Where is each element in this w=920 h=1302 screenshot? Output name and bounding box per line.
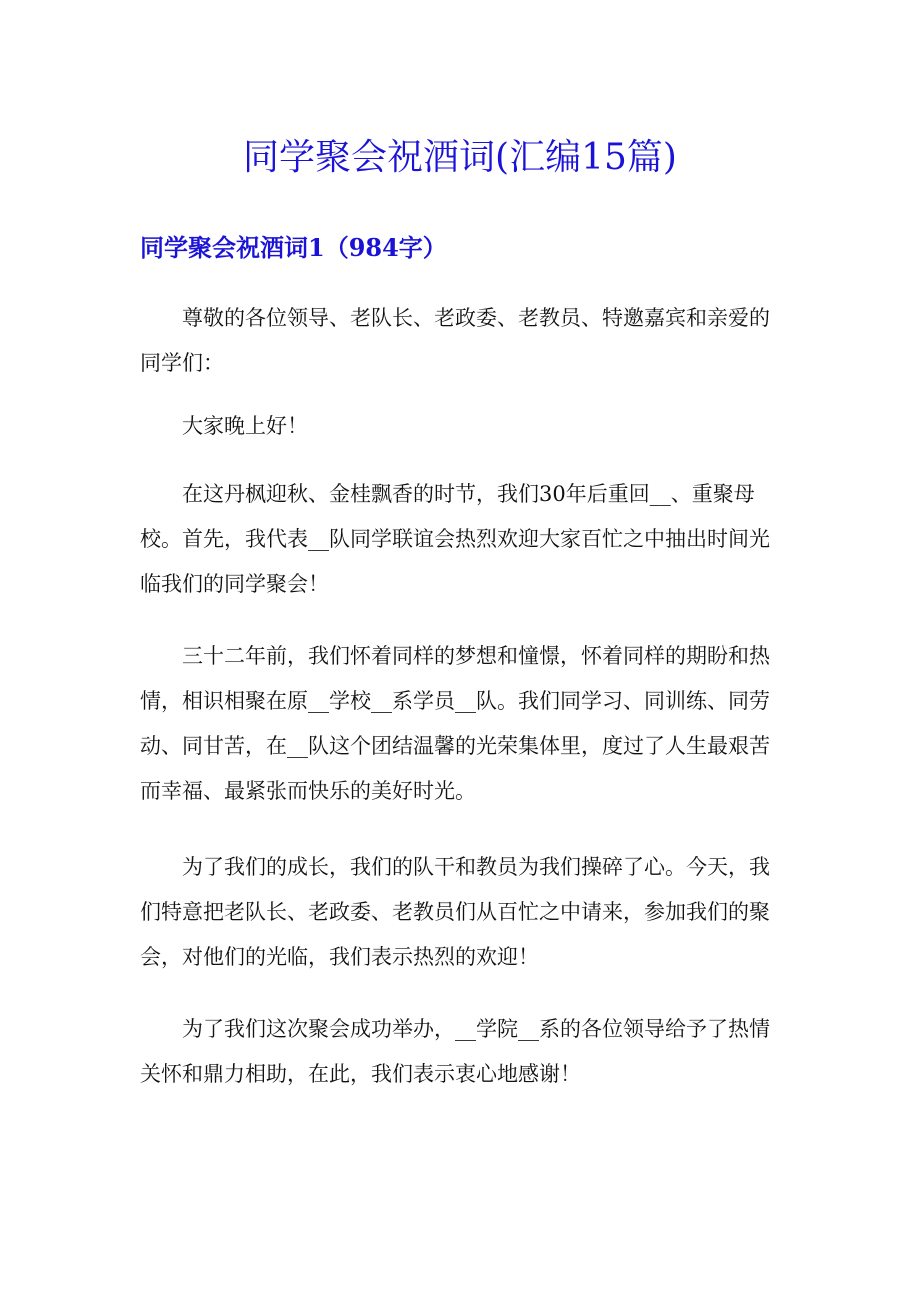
paragraph-line: 为了我们的成长，我们的队干和教员为我们操碎了心。今天，我 xyxy=(182,855,770,879)
paragraph-good-evening xyxy=(140,404,785,449)
paragraph-line: 尊敬的各位领导、老队长、老政委、老教员、特邀嘉宾和亲爱的 xyxy=(182,306,770,330)
paragraph-teachers-thanks xyxy=(140,845,785,980)
paragraph-line: 临我们的同学聚会！ xyxy=(140,572,329,596)
paragraph-memories xyxy=(140,634,785,814)
paragraph-line: 会，对他们的光临，我们表示热烈的欢迎！ xyxy=(140,945,539,969)
paragraph-line: 大家晚上好！ xyxy=(182,414,308,438)
paragraph-leaders-thanks xyxy=(140,1007,785,1097)
paragraph-line: 在这丹枫迎秋、金桂飘香的时节，我们30年后重回__、重聚母 xyxy=(182,482,755,506)
paragraph-line: 关怀和鼎力相助，在此，我们表示衷心地感谢！ xyxy=(140,1062,581,1086)
section-heading: 同学聚会祝酒词1（984字） xyxy=(140,233,447,262)
paragraph-line: 动、同甘苦，在__队这个团结温馨的光荣集体里，度过了人生最艰苦 xyxy=(140,734,770,758)
paragraph-line: 三十二年前，我们怀着同样的梦想和憧憬，怀着同样的期盼和热 xyxy=(182,644,770,668)
paragraph-line: 情，相识相聚在原__学校__系学员__队。我们同学习、同训练、同劳 xyxy=(140,689,770,713)
paragraph-greeting-audience xyxy=(140,296,785,386)
paragraph-line: 同学们： xyxy=(140,351,224,375)
paragraph-welcome xyxy=(140,472,785,607)
paragraph-line: 为了我们这次聚会成功举办，__学院__系的各位领导给予了热情 xyxy=(182,1017,770,1041)
paragraph-line: 而幸福、最紧张而快乐的美好时光。 xyxy=(140,779,476,803)
paragraph-line: 校。首先，我代表__队同学联谊会热烈欢迎大家百忙之中抽出时间光 xyxy=(140,527,770,551)
paragraph-line: 们特意把老队长、老政委、老教员们从百忙之中请来，参加我们的聚 xyxy=(140,900,770,924)
document-title: 同学聚会祝酒词(汇编15篇) xyxy=(243,137,677,178)
